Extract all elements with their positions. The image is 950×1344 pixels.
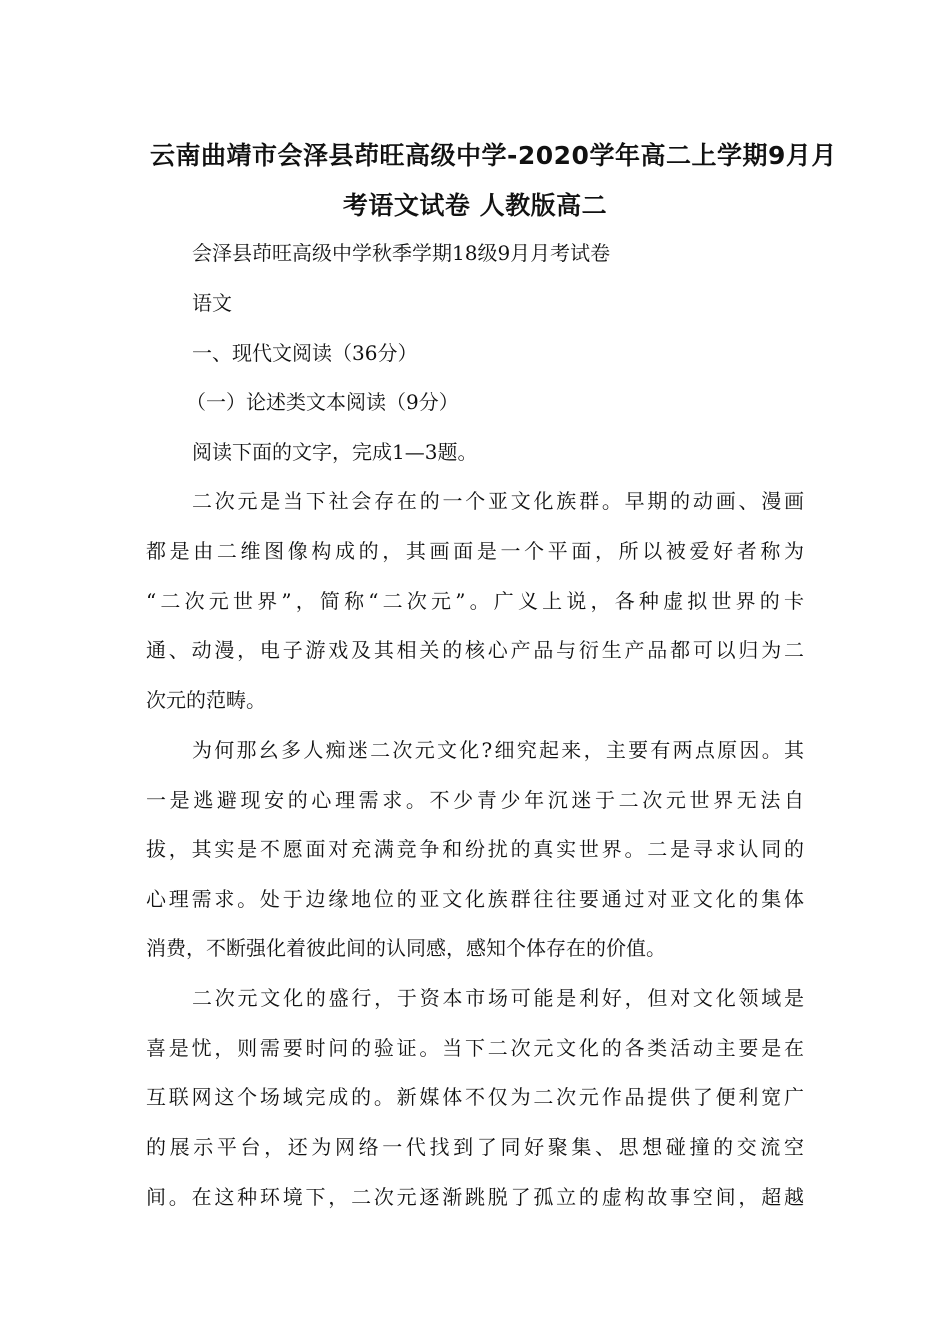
paragraph-3-line-3: 互联网这个场域完成的。新媒体不仅为二次元作品提供了便利宽广 xyxy=(146,1085,804,1109)
paragraph-1-line-1: 二次元是当下社会存在的一个亚文化族群。早期的动画、漫画 xyxy=(192,489,804,513)
document-title-line-1: 云南曲靖市会泽县茚旺高级中学-2020学年高二上学期9月月 xyxy=(150,141,837,170)
paragraph-2-line-2: 一是逃避现安的心理需求。不少青少年沉迷于二次元世界无法自 xyxy=(146,788,804,812)
sub-section-heading: （一）论述类文本阅读（9分） xyxy=(186,390,459,414)
document-title-line-2: 考语文试卷 人教版高二 xyxy=(342,191,608,220)
reading-instruction: 阅读下面的文字，完成1—3题。 xyxy=(192,440,478,464)
paragraph-2-line-1: 为何那幺多人痴迷二次元文化?细究起来，主要有两点原因。其 xyxy=(192,738,804,762)
exam-header: 会泽县茚旺高级中学秋季学期18级9月月考试卷 xyxy=(192,241,611,265)
paragraph-3-line-4: 的展示平台，还为网络一代找到了同好聚集、思想碰撞的交流空 xyxy=(146,1135,804,1159)
paragraph-1-line-2: 都是由二维图像构成的，其画面是一个平面，所以被爱好者称为 xyxy=(146,539,804,563)
paragraph-2-line-4: 心理需求。处于边缘地位的亚文化族群往往要通过对亚文化的集体 xyxy=(146,887,804,911)
subject-label: 语文 xyxy=(192,291,232,315)
paragraph-3-line-1: 二次元文化的盛行，于资本市场可能是利好，但对文化领域是 xyxy=(192,986,804,1010)
section-heading: 一、现代文阅读（36分） xyxy=(192,341,418,365)
paragraph-1-line-3: “二次元世界”，简称“二次元”。广义上说，各种虚拟世界的卡 xyxy=(146,589,804,613)
paragraph-2-line-5: 消费，不断强化着彼此间的认同感，感知个体存在的价值。 xyxy=(146,936,666,960)
paragraph-3-line-2: 喜是忧，则需要时问的验证。当下二次元文化的各类活动主要是在 xyxy=(146,1036,804,1060)
paragraph-2-line-3: 拔，其实是不愿面对充满竞争和纷扰的真实世界。二是寻求认同的 xyxy=(146,837,804,861)
paragraph-1-line-5: 次元的范畴。 xyxy=(146,688,266,712)
paragraph-1-line-4: 通、动漫，电子游戏及其相关的核心产品与衍生产品都可以归为二 xyxy=(146,638,804,662)
paragraph-3-line-5: 间。在这种环境下，二次元逐渐跳脱了孤立的虚构故事空间，超越 xyxy=(146,1185,804,1209)
